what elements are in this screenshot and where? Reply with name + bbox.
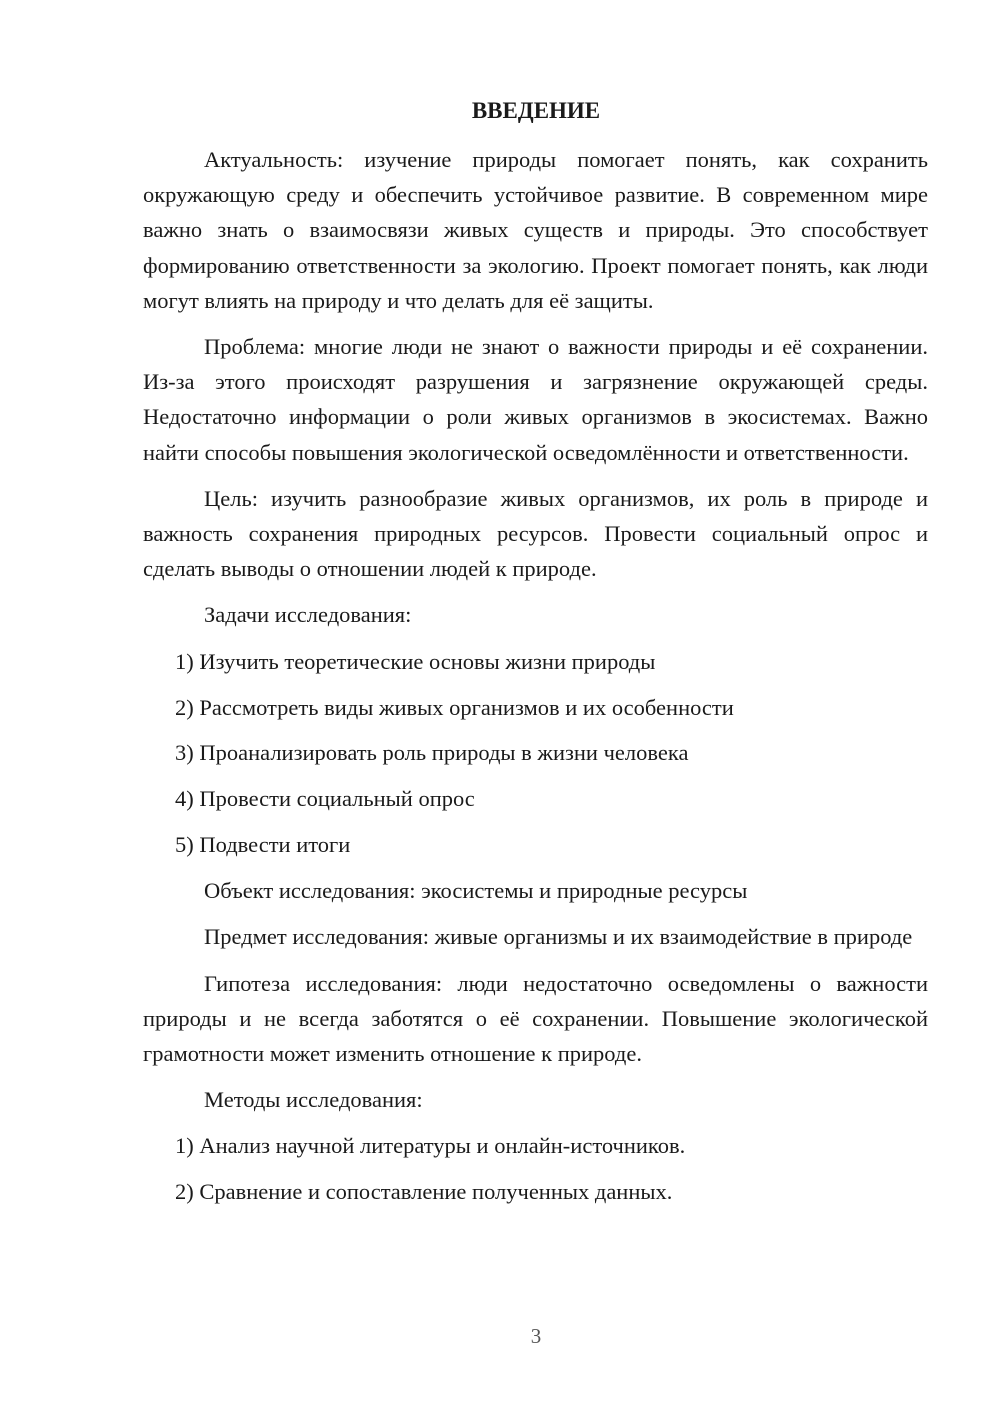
section-heading: ВВЕДЕНИЕ xyxy=(471,98,601,123)
task-item: 5) Подвести итоги xyxy=(175,832,351,858)
relevance-paragraph: Актуальность: изучение природы помогает понять, как сохранить окружающую среду и обеспечить устойчивое развитие. В современном мире важно знать о взаимосвязи живых существ и природы. Это способствует формированию ответственности за экологию. Проект помогает понять, как люди могут влиять на природу и что делать для её защиты. xyxy=(143,147,928,313)
hypothesis-paragraph: Гипотеза исследования: люди недостаточно осведомлены о важности природы и не всегда заботятся о её сохранении. Повышение экологической грамотности может изменить отношение к природе. xyxy=(143,970,928,1066)
object-paragraph: Объект исследования: экосистемы и природные ресурсы xyxy=(204,878,748,904)
goal-paragraph: Цель: изучить разнообразие живых организмов, их роль в природе и важность сохранения природных ресурсов. Провести социальный опрос и сделать выводы о отношении людей к природе. xyxy=(143,485,928,582)
method-item: 2) Сравнение и сопоставление полученных данных. xyxy=(175,1179,673,1205)
method-item: 1) Анализ научной литературы и онлайн-источников. xyxy=(175,1133,686,1159)
document-body xyxy=(143,142,928,1220)
task-item: 4) Провести социальный опрос xyxy=(175,786,475,812)
page-number: 3 xyxy=(530,1324,542,1348)
tasks-title: Задачи исследования: xyxy=(204,602,412,628)
problem-paragraph: Проблема: многие люди не знают о важности природы и её сохранении. Из-за этого происходят разрушения и загрязнение окружающей среды. Недостаточно информации о роли живых организмов в экосистемах. Важно найти способы повышения экологической осведомлённости и ответственности. xyxy=(143,334,928,465)
methods-title: Методы исследования: xyxy=(204,1087,423,1113)
task-item: 1) Изучить теоретические основы жизни природы xyxy=(175,648,656,674)
task-item: 2) Рассмотреть виды живых организмов и их особенности xyxy=(175,694,734,720)
task-item: 3) Проанализировать роль природы в жизни человека xyxy=(175,740,689,766)
subject-paragraph: Предмет исследования: живые организмы и их взаимодействие в природе xyxy=(204,924,913,950)
